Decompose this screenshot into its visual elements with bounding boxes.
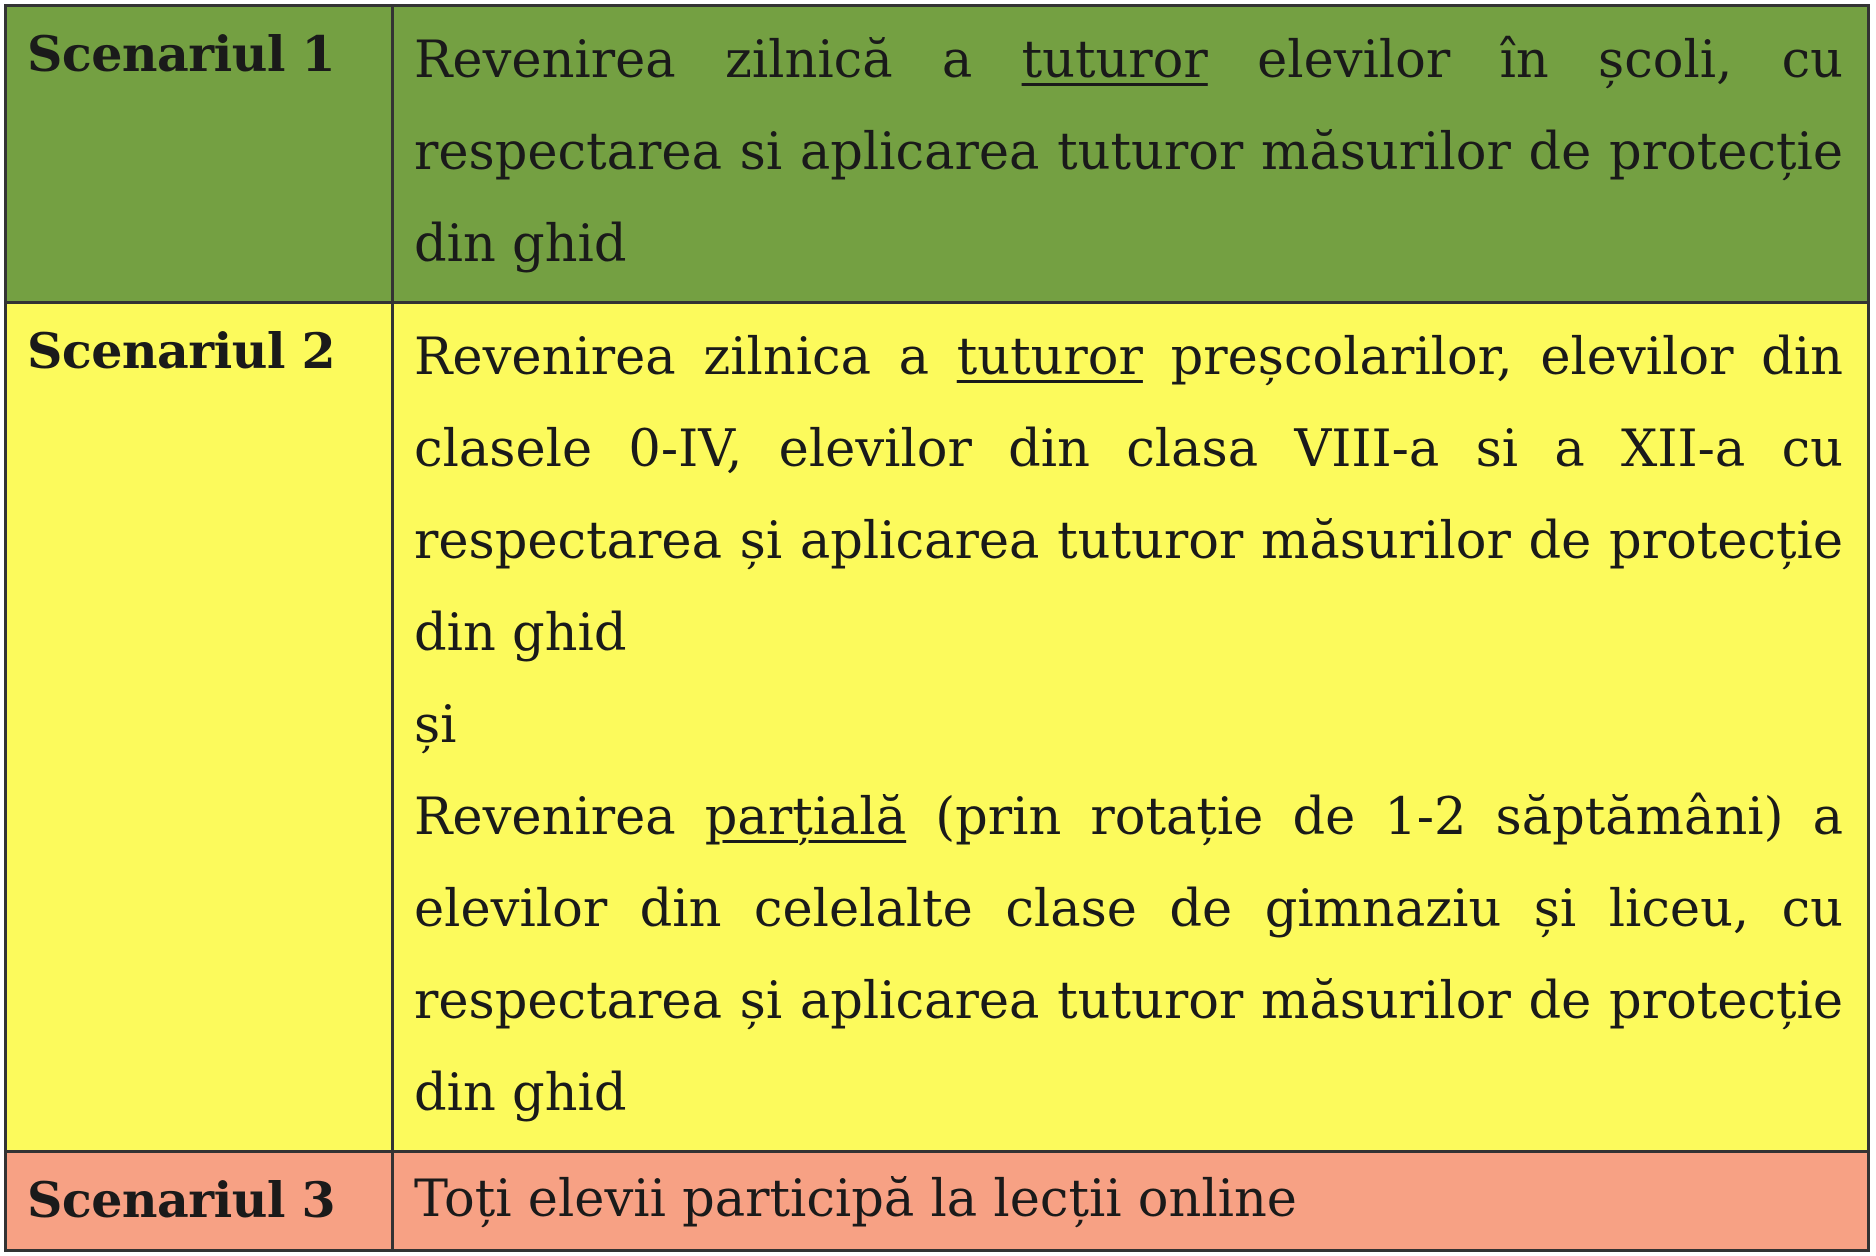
scenarios-document: [4, 4, 1870, 1252]
scenario-1-underlined-word: tuturor: [1021, 31, 1208, 90]
scenario-2-label: Scenariul 2: [6, 303, 393, 1152]
scenario-row-3: [6, 1152, 1869, 1251]
scenario-2-p2-text-after: (prin rotație de 1-2 săptămâni) a elevilor din celelalte clase de gimnaziu și liceu, cu respectarea și aplicarea tuturor măsurilor de protecție din ghid: [414, 788, 1843, 1123]
scenario-1-label: Scenariul 1: [6, 6, 393, 303]
scenario-2-conjunction: și: [414, 696, 457, 755]
scenario-2-p2-text-before: Revenirea: [414, 788, 705, 847]
scenario-2-p1-text-before: Revenirea zilnica a: [414, 328, 957, 387]
scenario-3-description: Toți elevii participă la lecții online: [393, 1152, 1869, 1251]
scenario-1-text-after: elevilor în școli, cu respectarea si aplicarea tuturor măsurilor de protecție din ghid: [414, 31, 1843, 274]
scenario-1-text-before: Revenirea zilnică a: [414, 31, 1022, 90]
scenario-2-description: [393, 303, 1869, 1152]
scenario-2-p1-text-after: preșcolarilor, elevilor din clasele 0-IV, elevilor din clasa VIII-a si a XII-a cu respectarea și aplicarea tuturor măsurilor de protecție din ghid: [414, 328, 1843, 663]
scenario-2-paragraph-2: [414, 772, 1843, 1140]
scenario-2-p2-underlined-word: parțială: [704, 788, 907, 847]
scenario-2-p1-underlined-word: tuturor: [956, 328, 1143, 387]
scenario-row-1: [6, 6, 1869, 303]
scenarios-table: [4, 4, 1870, 1252]
scenario-3-label: Scenariul 3: [6, 1152, 393, 1251]
scenario-row-2: [6, 303, 1869, 1152]
scenario-1-description: [393, 6, 1869, 303]
scenario-2-paragraph-1: [414, 312, 1843, 680]
